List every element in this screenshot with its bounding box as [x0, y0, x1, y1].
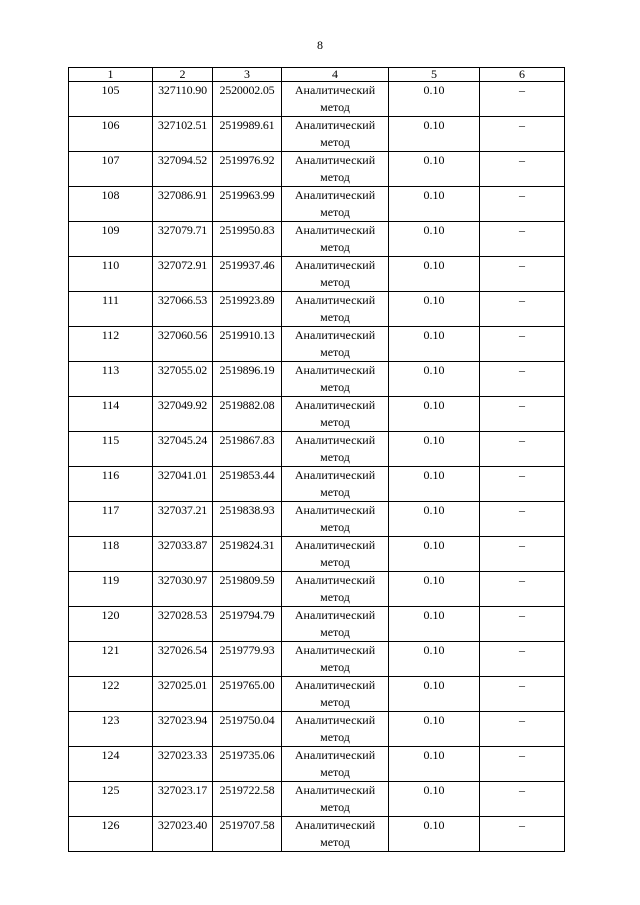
method-cell: [282, 292, 389, 327]
accuracy-cell: 0.10: [389, 607, 480, 642]
note-cell: –: [480, 817, 565, 852]
note-cell: –: [480, 502, 565, 537]
y-coordinate-cell: 2519794.79: [213, 607, 282, 642]
y-coordinate-cell: 2519722.58: [213, 782, 282, 817]
method-line: метод: [320, 730, 350, 744]
method-line: Аналитический: [294, 83, 376, 97]
table-row: [69, 712, 565, 747]
point-number-cell: 118: [69, 537, 153, 572]
point-number-cell: 116: [69, 467, 153, 502]
method-line: метод: [320, 590, 350, 604]
note-cell: –: [480, 712, 565, 747]
note-cell: –: [480, 607, 565, 642]
method-line: Аналитический: [294, 783, 376, 797]
point-number-cell: 122: [69, 677, 153, 712]
y-coordinate-cell: 2519937.46: [213, 257, 282, 292]
method-line: метод: [320, 135, 350, 149]
method-line: метод: [320, 800, 350, 814]
note-cell: –: [480, 432, 565, 467]
method-cell: [282, 677, 389, 712]
table-row: [69, 327, 565, 362]
y-coordinate-cell: 2519838.93: [213, 502, 282, 537]
method-cell: [282, 712, 389, 747]
accuracy-cell: 0.10: [389, 82, 480, 117]
method-cell: [282, 502, 389, 537]
y-coordinate-cell: 2519923.89: [213, 292, 282, 327]
accuracy-cell: 0.10: [389, 572, 480, 607]
note-cell: –: [480, 537, 565, 572]
method-line: Аналитический: [294, 573, 376, 587]
y-coordinate-cell: 2519882.08: [213, 397, 282, 432]
point-number-cell: 126: [69, 817, 153, 852]
method-line: Аналитический: [294, 608, 376, 622]
method-cell: [282, 642, 389, 677]
note-cell: –: [480, 397, 565, 432]
method-line: метод: [320, 415, 350, 429]
point-number-cell: 107: [69, 152, 153, 187]
accuracy-cell: 0.10: [389, 502, 480, 537]
x-coordinate-cell: 327033.87: [153, 537, 213, 572]
column-header: 6: [480, 68, 565, 82]
method-line: метод: [320, 100, 350, 114]
method-line: метод: [320, 555, 350, 569]
table-row: [69, 642, 565, 677]
method-cell: [282, 187, 389, 222]
note-cell: –: [480, 467, 565, 502]
x-coordinate-cell: 327086.91: [153, 187, 213, 222]
method-line: Аналитический: [294, 503, 376, 517]
table-row: [69, 222, 565, 257]
method-line: Аналитический: [294, 118, 376, 132]
point-number-cell: 108: [69, 187, 153, 222]
note-cell: –: [480, 782, 565, 817]
column-header: 1: [69, 68, 153, 82]
method-line: Аналитический: [294, 538, 376, 552]
y-coordinate-cell: 2519824.31: [213, 537, 282, 572]
accuracy-cell: 0.10: [389, 432, 480, 467]
table-row: [69, 537, 565, 572]
x-coordinate-cell: 327023.94: [153, 712, 213, 747]
table-row: [69, 782, 565, 817]
accuracy-cell: 0.10: [389, 397, 480, 432]
table-row: [69, 257, 565, 292]
accuracy-cell: 0.10: [389, 537, 480, 572]
page-number: 8: [317, 38, 323, 52]
method-cell: [282, 817, 389, 852]
point-number-cell: 121: [69, 642, 153, 677]
note-cell: –: [480, 677, 565, 712]
x-coordinate-cell: 327023.40: [153, 817, 213, 852]
x-coordinate-cell: 327110.90: [153, 82, 213, 117]
method-line: метод: [320, 170, 350, 184]
method-line: метод: [320, 450, 350, 464]
table-row: [69, 82, 565, 117]
method-cell: [282, 327, 389, 362]
y-coordinate-cell: 2519867.83: [213, 432, 282, 467]
coordinates-table: [68, 67, 565, 852]
table-row: [69, 467, 565, 502]
x-coordinate-cell: 327041.01: [153, 467, 213, 502]
method-line: метод: [320, 310, 350, 324]
y-coordinate-cell: 2519779.93: [213, 642, 282, 677]
column-header: 5: [389, 68, 480, 82]
accuracy-cell: 0.10: [389, 117, 480, 152]
method-line: метод: [320, 835, 350, 849]
point-number-cell: 113: [69, 362, 153, 397]
point-number-cell: 124: [69, 747, 153, 782]
method-cell: [282, 782, 389, 817]
point-number-cell: 119: [69, 572, 153, 607]
method-cell: [282, 747, 389, 782]
table-row: [69, 397, 565, 432]
y-coordinate-cell: 2519707.58: [213, 817, 282, 852]
method-line: метод: [320, 625, 350, 639]
point-number-cell: 114: [69, 397, 153, 432]
method-cell: [282, 572, 389, 607]
x-coordinate-cell: 327023.17: [153, 782, 213, 817]
note-cell: –: [480, 747, 565, 782]
column-header: 4: [282, 68, 389, 82]
x-coordinate-cell: 327049.92: [153, 397, 213, 432]
method-line: Аналитический: [294, 153, 376, 167]
accuracy-cell: 0.10: [389, 782, 480, 817]
y-coordinate-cell: 2519853.44: [213, 467, 282, 502]
note-cell: –: [480, 117, 565, 152]
x-coordinate-cell: 327079.71: [153, 222, 213, 257]
point-number-cell: 105: [69, 82, 153, 117]
method-line: Аналитический: [294, 293, 376, 307]
method-cell: [282, 362, 389, 397]
table-row: [69, 817, 565, 852]
y-coordinate-cell: 2519963.99: [213, 187, 282, 222]
x-coordinate-cell: 327072.91: [153, 257, 213, 292]
x-coordinate-cell: 327094.52: [153, 152, 213, 187]
accuracy-cell: 0.10: [389, 327, 480, 362]
method-cell: [282, 222, 389, 257]
table-row: [69, 747, 565, 782]
method-line: метод: [320, 380, 350, 394]
y-coordinate-cell: 2519950.83: [213, 222, 282, 257]
point-number-cell: 120: [69, 607, 153, 642]
method-line: Аналитический: [294, 258, 376, 272]
method-line: метод: [320, 345, 350, 359]
column-header: 2: [153, 68, 213, 82]
accuracy-cell: 0.10: [389, 187, 480, 222]
table-row: [69, 607, 565, 642]
x-coordinate-cell: 327045.24: [153, 432, 213, 467]
method-line: метод: [320, 485, 350, 499]
table-row: [69, 677, 565, 712]
accuracy-cell: 0.10: [389, 362, 480, 397]
table-body: [69, 82, 565, 852]
method-line: Аналитический: [294, 328, 376, 342]
column-header: 3: [213, 68, 282, 82]
method-line: метод: [320, 695, 350, 709]
y-coordinate-cell: 2519735.06: [213, 747, 282, 782]
y-coordinate-cell: 2520002.05: [213, 82, 282, 117]
method-cell: [282, 82, 389, 117]
method-line: метод: [320, 520, 350, 534]
method-line: метод: [320, 275, 350, 289]
method-cell: [282, 117, 389, 152]
method-line: Аналитический: [294, 363, 376, 377]
accuracy-cell: 0.10: [389, 712, 480, 747]
y-coordinate-cell: 2519750.04: [213, 712, 282, 747]
y-coordinate-cell: 2519976.92: [213, 152, 282, 187]
accuracy-cell: 0.10: [389, 747, 480, 782]
table-row: [69, 432, 565, 467]
point-number-cell: 106: [69, 117, 153, 152]
point-number-cell: 112: [69, 327, 153, 362]
x-coordinate-cell: 327023.33: [153, 747, 213, 782]
table-row: [69, 117, 565, 152]
method-line: метод: [320, 240, 350, 254]
method-line: Аналитический: [294, 643, 376, 657]
method-line: метод: [320, 205, 350, 219]
y-coordinate-cell: 2519765.00: [213, 677, 282, 712]
method-line: Аналитический: [294, 188, 376, 202]
accuracy-cell: 0.10: [389, 467, 480, 502]
accuracy-cell: 0.10: [389, 642, 480, 677]
accuracy-cell: 0.10: [389, 222, 480, 257]
accuracy-cell: 0.10: [389, 677, 480, 712]
method-line: метод: [320, 765, 350, 779]
point-number-cell: 123: [69, 712, 153, 747]
y-coordinate-cell: 2519910.13: [213, 327, 282, 362]
point-number-cell: 111: [69, 292, 153, 327]
y-coordinate-cell: 2519896.19: [213, 362, 282, 397]
y-coordinate-cell: 2519989.61: [213, 117, 282, 152]
x-coordinate-cell: 327028.53: [153, 607, 213, 642]
point-number-cell: 115: [69, 432, 153, 467]
note-cell: –: [480, 292, 565, 327]
method-cell: [282, 607, 389, 642]
point-number-cell: 109: [69, 222, 153, 257]
x-coordinate-cell: 327026.54: [153, 642, 213, 677]
x-coordinate-cell: 327066.53: [153, 292, 213, 327]
method-line: Аналитический: [294, 468, 376, 482]
point-number-cell: 110: [69, 257, 153, 292]
method-line: Аналитический: [294, 678, 376, 692]
x-coordinate-cell: 327055.02: [153, 362, 213, 397]
method-cell: [282, 257, 389, 292]
x-coordinate-cell: 327030.97: [153, 572, 213, 607]
note-cell: –: [480, 187, 565, 222]
method-line: Аналитический: [294, 748, 376, 762]
method-line: Аналитический: [294, 713, 376, 727]
table-header-row: [69, 68, 565, 82]
y-coordinate-cell: 2519809.59: [213, 572, 282, 607]
point-number-cell: 117: [69, 502, 153, 537]
x-coordinate-cell: 327060.56: [153, 327, 213, 362]
method-cell: [282, 152, 389, 187]
note-cell: –: [480, 362, 565, 397]
table-row: [69, 152, 565, 187]
accuracy-cell: 0.10: [389, 292, 480, 327]
table-row: [69, 502, 565, 537]
method-line: Аналитический: [294, 223, 376, 237]
table-row: [69, 292, 565, 327]
note-cell: –: [480, 572, 565, 607]
note-cell: –: [480, 327, 565, 362]
method-line: Аналитический: [294, 818, 376, 832]
accuracy-cell: 0.10: [389, 152, 480, 187]
method-cell: [282, 467, 389, 502]
method-line: Аналитический: [294, 433, 376, 447]
note-cell: –: [480, 222, 565, 257]
method-cell: [282, 432, 389, 467]
accuracy-cell: 0.10: [389, 817, 480, 852]
method-cell: [282, 397, 389, 432]
table-row: [69, 362, 565, 397]
note-cell: –: [480, 82, 565, 117]
accuracy-cell: 0.10: [389, 257, 480, 292]
table-row: [69, 187, 565, 222]
method-line: метод: [320, 660, 350, 674]
x-coordinate-cell: 327037.21: [153, 502, 213, 537]
note-cell: –: [480, 257, 565, 292]
x-coordinate-cell: 327025.01: [153, 677, 213, 712]
method-cell: [282, 537, 389, 572]
point-number-cell: 125: [69, 782, 153, 817]
method-line: Аналитический: [294, 398, 376, 412]
table-row: [69, 572, 565, 607]
note-cell: –: [480, 642, 565, 677]
note-cell: –: [480, 152, 565, 187]
x-coordinate-cell: 327102.51: [153, 117, 213, 152]
